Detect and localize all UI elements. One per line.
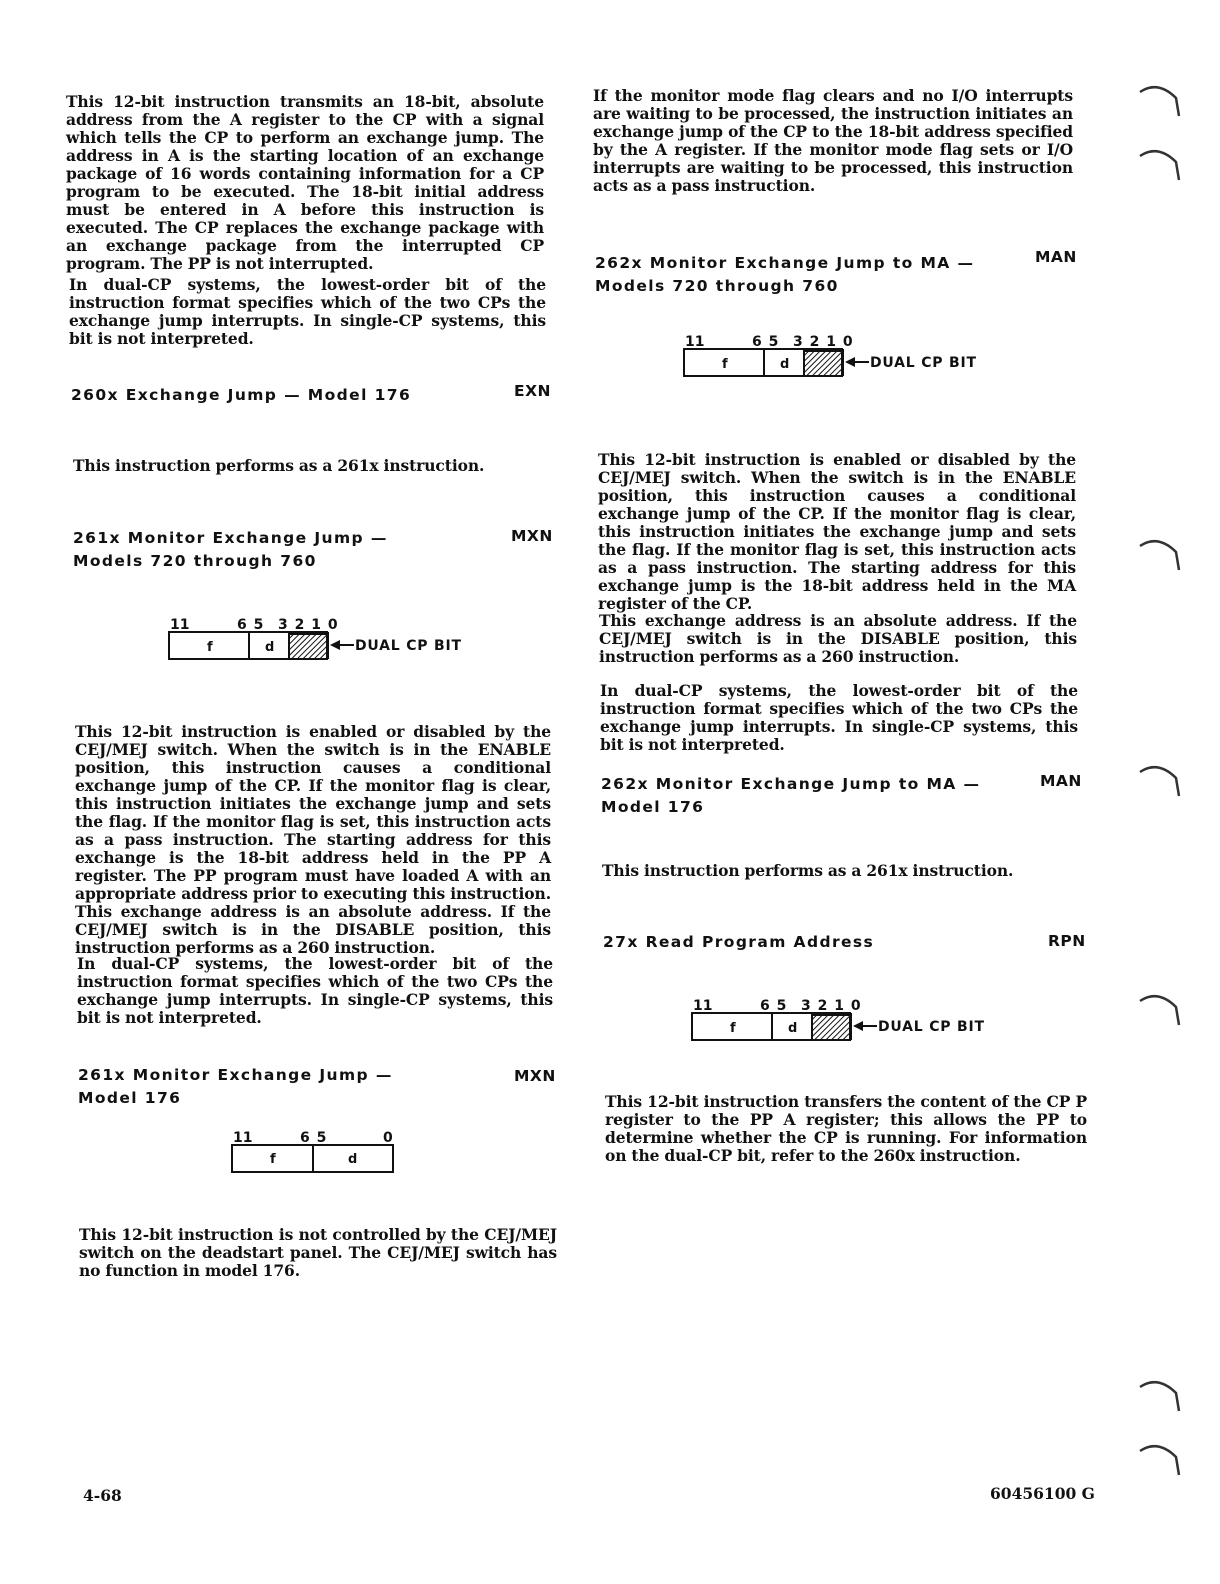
paragraph-261x-720-dual-cp: In dual-CP systems, the lowest-order bit of the instruction format specifies which of the two CPs the exchange jump interrupts. In single-CP systems, this bit is not interpreted. — [77, 954, 553, 1027]
paragraph-261x-176: This 12-bit instruction is not controlled by the CEJ/MEJ switch on the deadstart panel. The CEJ/MEJ switch has no function in model 176. — [79, 1225, 557, 1280]
field-d-label: d — [788, 1021, 798, 1036]
paragraph-262x-720-absolute: This exchange address is an absolute address. If the CEJ/MEJ switch is in the DISABLE position, this instruction performs as a 260 instruction. — [599, 611, 1077, 666]
instruction-format-diagram — [691, 993, 991, 1045]
mnemonic-man: MAN — [1040, 772, 1082, 790]
instruction-format-diagram — [231, 1125, 401, 1177]
dual-cp-bit-label: DUAL CP BIT — [878, 1019, 985, 1035]
paragraph-261x-720: This 12-bit instruction is enabled or disabled by the CEJ/MEJ switch. When the switch is in the ENABLE position, this instruction causes a conditional exchange jump of the CP. If the monitor flag is clear, this instruction initiates the exchange jump and sets the flag. If the monitor flag is set, this instruction acts as a pass instruction. The starting address for this exchange is the 18-bit address held in the PP A register. The PP program must have loaded A with an appropriate address prior to executing this instruction. This exchange address is an absolute address. If the CEJ/MEJ switch is in the DISABLE position, this instruction performs as a 260 instruction. — [75, 722, 551, 957]
bit-0-label: 0 — [383, 1130, 393, 1146]
section-heading-261x-720 — [73, 527, 388, 573]
mnemonic-rpn: RPN — [1048, 932, 1086, 950]
heading-line: 262x Monitor Exchange Jump to MA — — [595, 254, 975, 272]
instruction-format-diagram — [168, 612, 468, 664]
section-heading-27x: 27x Read Program Address — [603, 933, 875, 951]
field-d-label: d — [780, 357, 790, 372]
page-number: 4-68 — [83, 1486, 122, 1505]
section-heading-262x-720 — [595, 252, 974, 298]
binding-hole-mark-icon — [1138, 146, 1182, 186]
heading-line: Model 176 — [601, 798, 705, 816]
binding-hole-mark-icon — [1138, 536, 1182, 576]
dual-cp-bit-label: DUAL CP BIT — [355, 638, 462, 654]
field-f-label: f — [722, 357, 728, 372]
document-number: 60456100 G — [990, 1484, 1095, 1503]
bits-3-0-label: 3 2 1 0 — [793, 334, 854, 350]
binding-hole-mark-icon — [1138, 762, 1182, 802]
left-dual-cp-paragraph: In dual-CP systems, the lowest-order bit of the instruction format specifies which of the two CPs the exchange jump interrupts. In single-CP systems, this bit is not interpreted. — [69, 275, 546, 348]
bits-3-0-label: 3 2 1 0 — [278, 617, 339, 633]
bits-6-5-label: 6 5 — [300, 1130, 328, 1146]
mnemonic-mxn: MXN — [511, 527, 553, 545]
left-intro-paragraph: This 12-bit instruction transmits an 18-bit, absolute address from the A register to the CP with a signal which tells the CP to perform an exchange jump. The address in A is the starting location of an exchange package of 16 words containing information for a CP program to be executed. The 18-bit initial address must be entered in A before this instruction is executed. The CP replaces the exchange package with an exchange package from the interrupted CP program. The PP is not interrupted. — [66, 92, 544, 273]
binding-hole-mark-icon — [1138, 82, 1182, 122]
heading-line: 261x Monitor Exchange Jump — — [73, 529, 388, 547]
bits-6-5-label: 6 5 — [760, 998, 788, 1014]
bit-11-label: 11 — [170, 617, 190, 633]
binding-hole-mark-icon — [1138, 1441, 1182, 1481]
bit-11-label: 11 — [693, 998, 713, 1014]
field-f-label: f — [270, 1152, 276, 1167]
section-heading-261x-176 — [78, 1064, 393, 1110]
field-f-label: f — [730, 1021, 736, 1036]
mnemonic-exn: EXN — [514, 382, 552, 400]
bits-3-0-label: 3 2 1 0 — [801, 998, 862, 1014]
bit-11-label: 11 — [233, 1130, 253, 1146]
binding-hole-mark-icon — [1138, 1377, 1182, 1417]
paragraph-260x: This instruction performs as a 261x instruction. — [73, 456, 485, 475]
bits-6-5-label: 6 5 — [237, 617, 265, 633]
right-intro-paragraph: If the monitor mode flag clears and no I/O interrupts are waiting to be processed, the instruction initiates an exchange jump of the CP to the 18-bit address specified by the A register. If the monitor mode flag sets or I/O interrupts are waiting to be processed, this instruction acts as a pass instruction. — [593, 86, 1073, 195]
bit-11-label: 11 — [685, 334, 705, 350]
bits-6-5-label: 6 5 — [752, 334, 780, 350]
instruction-format-diagram — [683, 329, 983, 381]
heading-line: Models 720 through 760 — [595, 277, 839, 295]
section-heading-260x: 260x Exchange Jump — Model 176 — [71, 386, 412, 404]
heading-line: 261x Monitor Exchange Jump — — [78, 1066, 393, 1084]
binding-hole-mark-icon — [1138, 991, 1182, 1031]
heading-line: 262x Monitor Exchange Jump to MA — — [601, 775, 981, 793]
heading-line: Model 176 — [78, 1089, 182, 1107]
field-f-label: f — [207, 640, 213, 655]
field-d-label: d — [265, 640, 275, 655]
paragraph-262x-176: This instruction performs as a 261x instruction. — [602, 861, 1014, 880]
paragraph-262x-720: This 12-bit instruction is enabled or disabled by the CEJ/MEJ switch. When the switch is in the ENABLE position, this instruction causes a conditional exchange jump of the CP. If the monitor flag is clear, this instruction initiates the exchange jump and sets the flag. If the monitor flag is set, this instruction acts as a pass instruction. The starting address for this exchange jump is the 18-bit address held in the MA register of the CP. — [598, 450, 1076, 613]
mnemonic-mxn: MXN — [514, 1067, 556, 1085]
paragraph-27x: This 12-bit instruction transfers the content of the CP P register to the PP A register; this allows the PP to determine whether the CP is running. For information on the dual-CP bit, refer to the 260x instruction. — [605, 1092, 1087, 1165]
field-d-label: d — [348, 1152, 358, 1167]
dual-cp-bit-label: DUAL CP BIT — [870, 355, 977, 371]
mnemonic-man: MAN — [1035, 248, 1077, 266]
section-heading-262x-176 — [601, 773, 980, 819]
paragraph-262x-720-dual-cp: In dual-CP systems, the lowest-order bit of the instruction format specifies which of the two CPs the exchange jump interrupts. In single-CP systems, this bit is not interpreted. — [600, 681, 1078, 754]
heading-line: Models 720 through 760 — [73, 552, 317, 570]
